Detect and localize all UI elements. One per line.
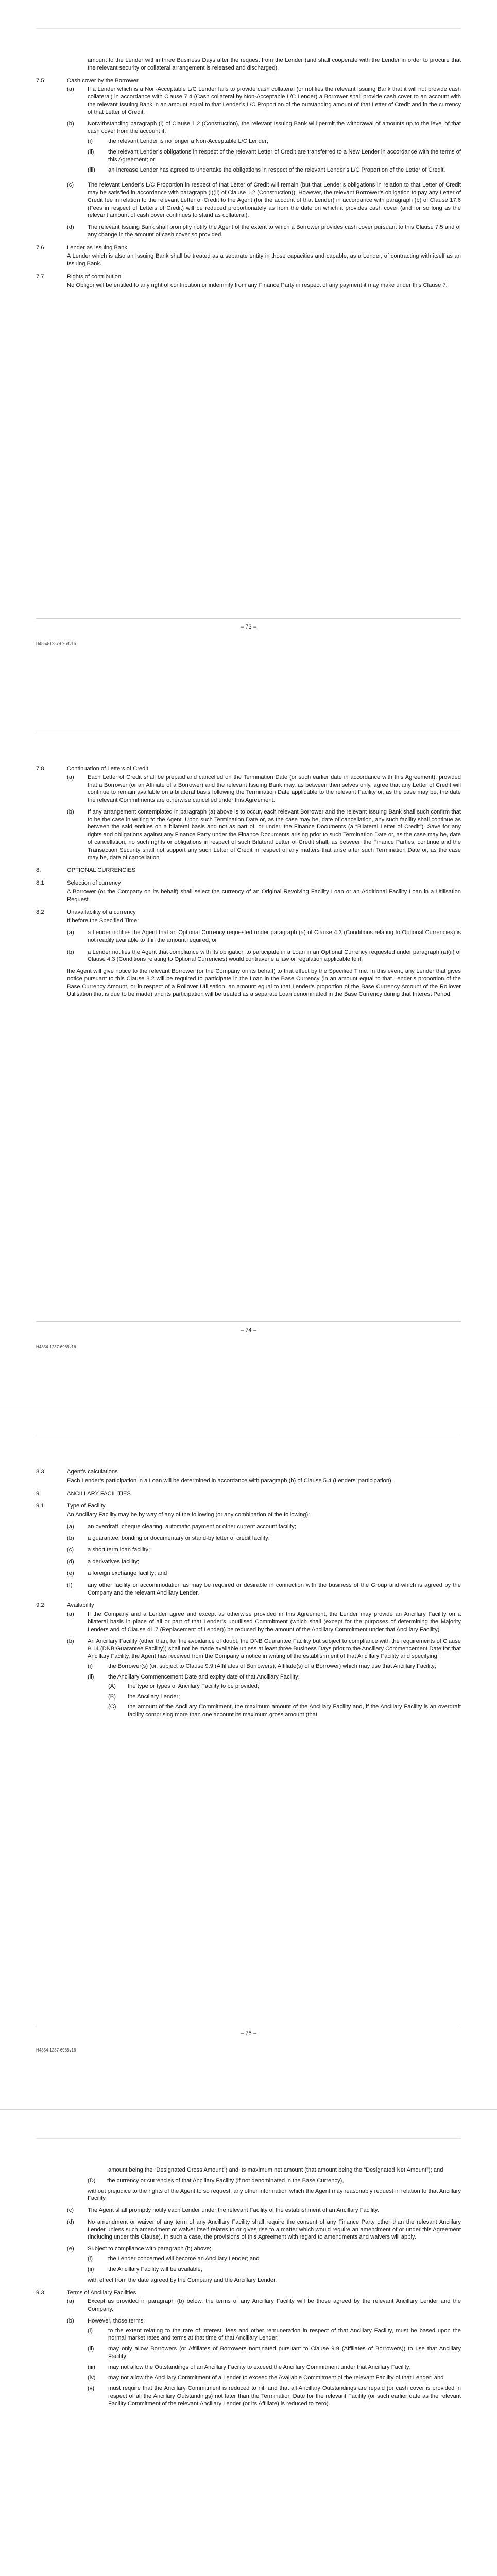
clause-text: Each Lender’s participation in a Loan will be determined in accordance with paragraph (b) of Clause 5.4 (Lenders’ participation).	[67, 1477, 393, 1484]
sub-item: (ii) may only allow Borrowers (or Affiliates of Borrowers nominated pursuant to Clause 9.9 (Affiliates of Borrowers)) to use that Ancillary Facility;	[88, 2346, 461, 2360]
sub-item: (iv) may not allow the Ancillary Commitment of a Lender to exceed the Available Commitment of the relevant Facility of that Lender; and	[88, 2374, 461, 2382]
clause-heading	[36, 1468, 461, 1476]
sub-item: (ii) the relevant Lender’s obligations in respect of the relevant Letter of Credit are transferred to a New Lender in accordance with the terms of this Agreement; or	[88, 148, 461, 163]
clause-title: Agent’s calculations	[67, 1469, 118, 1475]
clause-text: A Borrower (or the Company on its behalf) shall select the currency of an Original Revolving Facility Loan or an Additional Facility Loan in a Utilisation Request.	[67, 888, 461, 903]
sub-text: an Increase Lender has agreed to undertake the obligations in respect of the relevant Lender’s L/C Proportion of the Letter of Credit.	[108, 167, 445, 174]
header-rule	[36, 2138, 461, 2139]
clause-number: 7.7	[36, 273, 44, 280]
sub-item: (iii) may not allow the Outstandings of an Ancillary Facility to exceed the Ancillary Commitment under that Ancillary Facility;	[88, 2364, 461, 2371]
clause-text: a derivatives facility;	[88, 1558, 140, 1565]
sub-text: the Lender concerned will become an Ancillary Lender; and	[108, 2256, 260, 2262]
sub-item: (i) the relevant Lender is no longer a Non-Acceptable L/C Lender;	[88, 138, 461, 145]
sub-sub-item: (C) the amount of the Ancillary Commitment, the maximum amount of the Ancillary Facility and, if the Ancillary Facility is an overdraft facility comprising more than one account its maximum gross amount (that	[108, 1703, 461, 1718]
document-reference: H4854-1237-6968v16	[36, 1345, 76, 1349]
item-label: (b)	[67, 1535, 74, 1541]
sub-text: to the extent relating to the rate of interest, fees and other remuneration in respect of that Ancillary Facility, must be based upon the normal market rates and terms at that time of that Ancillary Lender;	[108, 2327, 461, 2342]
sub-item: (i) to the extent relating to the rate of interest, fees and other remuneration in respect of that Ancillary Facility, must be based upon the normal market rates and terms at that time of that Ancillary Lender;	[88, 2327, 461, 2342]
clause-text: Subject to compliance with paragraph (b) above;	[88, 2246, 212, 2252]
item-label: (c)	[67, 1547, 74, 1553]
page-74	[0, 703, 497, 1406]
item-label: (e)	[67, 1570, 74, 1577]
clause-item: (a) Each Letter of Credit shall be prepaid and cancelled on the Termination Date (or such earlier date in accordance with this Agreement), provided that a Borrower (or an Affiliate of a Borrower) and the relevant Issuing Bank may, as between themselves only, agree that any Letter of Credit will continue to remain available on a bilateral basis following the Termination Date applicable to the relevant Facility or, as the case may be, the date the relevant Commitments are otherwise cancelled under this Agreement.	[67, 774, 461, 804]
page-content	[36, 57, 461, 294]
clause-item	[67, 1570, 461, 1578]
clause-number: 7.5	[36, 77, 44, 84]
carryover-paragraph: amount being the “Designated Gross Amount”) and its maximum net amount (that amount being the “Designated Net Amount”); and	[108, 2167, 443, 2173]
page-number: – 74 –	[241, 1327, 256, 1333]
clause-item: (b) However, those terms: (i) to the extent relating to the rate of interest, fees and other remuneration in respect of that Ancillary Facility, must be based upon the normal market rates and terms at that time of that Ancillary Lender; (ii) may only allow Borrowers (or Affiliates of Borrowers nominated pursuant to Clause 9.9 (Affiliates of Borrowers)) to use that Ancillary Facility; (iii) may not allow the Outstandings of an Ancillary Facility to exceed the Ancillary Commitment under that Ancillary Facility; (iv) may not allow the Ancillary Commitment of a Lender to exceed the Available Commitment of the relevant Facility of that Lender; and (v) must require that the Ancillary Commitment is reduced to nil, and that all Ancillary Outstandings are repaid (or cash cover is provided in respect of all the Ancillary Outstandings) not later than the Termination Date for the relevant Facility (or such earlier date as the relevant Facility Commitment of the relevant Ancillary Lender (or its Affiliate) is reduced to zero).	[67, 2317, 461, 2407]
page-footer	[36, 1321, 461, 1349]
clause-text: a foreign exchange facility; and	[88, 1570, 167, 1577]
clause-title: ANCILLARY FACILITIES	[67, 1490, 131, 1497]
clause-title: Cash cover by the Borrower	[67, 77, 139, 84]
clause-text: The relevant Issuing Bank shall promptly notify the Agent of the extent to which a Borrower provides cash cover pursuant to this Clause 7.5 and of any change in the amount of cash cover so provided.	[88, 224, 461, 238]
clause-item: (b) Notwithstanding paragraph (i) of Clause 1.2 (Construction), the relevant Issuing Bank will permit the withdrawal of amounts up to the level of that cash cover from the account if: (i) the relevant Lender is no longer a Non-Acceptable L/C Lender; (ii) the relevant Lender’s obligations in respect of the relevant Letter of Credit are transferred to a New Lender in accordance with the terms of this Agreement; or (iii) an Increase Lender has agreed to undertake the obligations in respect of the relevant Lender’s L/C Proportion of the Letter of Credit.	[67, 121, 461, 174]
clause-item	[67, 1558, 461, 1566]
clause-text: a guarantee, bonding or documentary or stand-by letter of credit facility;	[88, 1535, 270, 1541]
sub-text: may not allow the Ancillary Commitment of a Lender to exceed the Available Commitment of the relevant Facility of that Lender; and	[108, 2375, 444, 2381]
clause-text: the Agent will give notice to the relevant Borrower (or the Company on its behalf) to that effect by the Specified Time. In this event, any Lender that gives notice pursuant to this Clause 8.2 will be required to participate in the Loan in the Base Currency (in an amount equal to that Lender’s proportion of the Base Currency Amount, or in respect of a Rollover Utilisation, an amount equal to that Lender’s proportion of the Base Currency Amount of the Rollover Utilisation that is due to be made) and its participation will be treated as a separate Loan denominated in the Base Currency during that Interest Period.	[67, 968, 461, 997]
clause-item: (c) The relevant Lender’s L/C Proportion in respect of that Letter of Credit will remain (but that Lender’s obligations in relation to that Letter of Credit may be satisfied in accordance with paragraph (i)(ii) of Clause 1.2 (Construction)). However, the relevant Borrower’s obligation to pay any Letter of Credit fee in relation to the relevant Letter of Credit to the Agent (for the account of that Lender) in accordance with paragraph (b) of Clause 17.6 (Fees in respect of Letters of Credit) will be reduced proportionately as from the date on which it provides cash cover (and for so long as the relevant amount of cash cover continues to stand as collateral).	[67, 182, 461, 219]
clause-item: (b) If any arrangement contemplated in paragraph (a) above is to occur, each relevant Borrower and the relevant Issuing Bank shall such confirm that to be the case in writing to the Agent. Upon such Termination Date or, as the case may be, date of cancellation, any such facility shall continue as between the said entities on a bilateral basis and not as part of, or under, the Finance Documents (a “Bilateral Letter of Credit”). Save for any rights and obligations against any Finance Party under the Finance Documents arising prior to such Termination Date or, as the case may be, date of cancellation, no such rights or obligations in respect of such Bilateral Letter of Credit shall, as between the Finance Parties, continue and the Transaction Security shall not support any such Letter of Credit in respect of any matters that arise after such Termination Date or, as the case may be, date of cancellation.	[67, 808, 461, 861]
clause-number: 7.6	[36, 244, 44, 251]
clause-heading	[36, 1490, 461, 1498]
sub-text: must require that the Ancillary Commitment is reduced to nil, and that all Ancillary Outstandings are repaid (or cash cover is provided in respect of all the Ancillary Outstandings) not later than the Termination Date for the relevant Facility (or such earlier date as the relevant Facility Commitment of the relevant Ancillary Lender (or its Affiliate) is reduced to zero).	[108, 2385, 461, 2407]
clause-title: Continuation of Letters of Credit	[67, 766, 148, 772]
sub-item: (i) the Lender concerned will become an Ancillary Lender; and	[88, 2255, 461, 2263]
clause-text: If the Company and a Lender agree and except as otherwise provided in this Agreement, the Lender may provide an Ancillary Facility on a bilateral basis in place of all or part of that Lender’s unutilised Commitment (which shall (except for the purposes of determining the Majority Lenders and of Clause 41.7 (Replacement of Lender)) be reduced by the amount of the Ancillary Commitment under that Ancillary Facility).	[88, 1611, 461, 1633]
clause-item: (e) Subject to compliance with paragraph (b) above; (i) the Lender concerned will become an Ancillary Lender; and (ii) the Ancillary Facility will be available, with effect from the date agreed by the Company and the Ancillary Lender.	[67, 2245, 461, 2284]
carryover-paragraph: amount to the Lender within three Business Days after the request from the Lender (and shall cooperate with the Lender in order to procure that the relevant security or collateral arrangement is released and discharged).	[88, 57, 461, 71]
sub-text: the Ancillary Facility will be available,	[108, 2266, 202, 2273]
sub-text: may only allow Borrowers (or Affiliates of Borrowers nominated pursuant to Clause 9.9 (Affiliates of Borrowers)) to use that Ancillary Facility;	[108, 2346, 461, 2360]
sub-sub-text: the type or types of Ancillary Facility to be provided;	[128, 1683, 259, 1690]
item-label: (f)	[67, 1582, 73, 1588]
item-label: (d)	[67, 1558, 74, 1565]
clause-text: However, those terms:	[88, 2317, 145, 2324]
clause-heading	[36, 867, 461, 874]
clause-title: Terms of Ancillary Facilities	[67, 2290, 136, 2296]
clause-item: (d) No amendment or waiver of any term of any Ancillary Facility shall require the consent of any Finance Party other than the relevant Ancillary Lender unless such amendment or waiver itself relates to or gives rise to a matter which would require an amendment of or under this Agreement (including under this Clause). In such a case, the provisions of this Agreement with regard to amendments and waivers will apply.	[67, 2218, 461, 2241]
clause-number: 8.2	[36, 909, 44, 916]
header-rule	[36, 28, 461, 29]
clause-text: No Obligor will be entitled to any right of contribution or indemnity from any Finance Party in respect of any payment it may make under this Clause 7.	[67, 282, 448, 289]
clause-title: OPTIONAL CURRENCIES	[67, 867, 136, 874]
clause-number: 9.3	[36, 2290, 44, 2296]
page-75	[0, 1406, 497, 2110]
sub-text: the Ancillary Commencement Date and expiry date of that Ancillary Facility;	[108, 1673, 300, 1680]
page-content	[36, 2166, 461, 2415]
page-number: – 75 –	[241, 2030, 256, 2037]
sub-sub-item: (D) the currency or currencies of that Ancillary Facility (if not denominated in the Base Currency),	[88, 2177, 461, 2185]
page-73	[0, 0, 497, 703]
sub-sub-text: the currency or currencies of that Ancillary Facility (if not denominated in the Base Currency),	[107, 2177, 344, 2184]
sub-sub-text: the Ancillary Lender;	[128, 1693, 180, 1700]
page-footer	[36, 2025, 461, 2053]
sub-item: (i) the Borrower(s) (or, subject to Clause 9.9 (Affiliates of Borrowers), Affiliate(s) of a Borrower) which may use that Ancillary Facility;	[88, 1663, 461, 1670]
clause-text: with effect from the date agreed by the Company and the Ancillary Lender.	[88, 2277, 277, 2283]
item-label: (a)	[67, 1523, 74, 1530]
clause-item: (a) If the Company and a Lender agree and except as otherwise provided in this Agreement, the Lender may provide an Ancillary Facility on a bilateral basis in place of all or part of that Lender’s unutilised Commitment (which shall (except for the purposes of determining the Majority Lenders and of Clause 41.7 (Replacement of Lender)) be reduced by the amount of the Ancillary Commitment under that Ancillary Facility).	[67, 1611, 461, 1633]
sub-text: the Borrower(s) (or, subject to Clause 9.9 (Affiliates of Borrowers), Affiliate(s) of a Borrower) which may use that Ancillary Facility;	[108, 1663, 436, 1669]
clause-text: An Ancillary Facility (other than, for the avoidance of doubt, the DNB Guarantee Facility but subject to compliance with the requirements of Clause 9.14 (DNB Guarantee Facility)) shall not be made available unless at least three Business Days prior to the Ancillary Commencement Date for that Ancillary Facility, the Agent has received from the Company a notice in writing of the establishment of that Ancillary Facility and specifying:	[88, 1638, 461, 1660]
sub-text: may not allow the Outstandings of an Ancillary Facility to exceed the Ancillary Commitment under that Ancillary Facility;	[108, 2364, 411, 2370]
clause-number: 9.	[36, 1490, 41, 1497]
sub-text: the relevant Lender’s obligations in respect of the relevant Letter of Credit are transferred to a New Lender in accordance with the terms of this Agreement; or	[108, 148, 461, 163]
sub-item: (iii) an Increase Lender has agreed to undertake the obligations in respect of the relevant Lender’s L/C Proportion of the Letter of Credit.	[88, 166, 461, 174]
clause-text: A Lender which is also an Issuing Bank shall be treated as a separate entity in those capacities and capable, as a Lender, of contracting with itself as an Issuing Bank.	[67, 253, 461, 267]
clause-number: 8.	[36, 867, 41, 874]
page-76	[0, 2110, 497, 2576]
sub-sub-text: the amount of the Ancillary Commitment, the maximum amount of the Ancillary Facility and, if the Ancillary Facility is an overdraft facility comprising more than one account its maximum gross amount (that	[128, 1703, 461, 1718]
clause-heading	[36, 1502, 461, 1510]
clause-text: Except as provided in paragraph (b) below, the terms of any Ancillary Facility will be those agreed by the relevant Ancillary Lender and the Company.	[88, 2298, 461, 2312]
clause-heading	[36, 244, 461, 252]
clause-item: (d) The relevant Issuing Bank shall promptly notify the Agent of the extent to which a Borrower provides cash cover pursuant to this Clause 7.5 and of any change in the amount of cash cover so provided.	[67, 224, 461, 238]
clause-item	[67, 1582, 461, 1597]
clause-text: any other facility or accommodation as may be required or desirable in connection with the business of the Group and which is agreed by the Company and the relevant Ancillary Lender.	[88, 1582, 461, 1596]
clause-title: Selection of currency	[67, 880, 121, 887]
clause-item	[67, 1535, 461, 1543]
clause-heading	[36, 273, 461, 281]
clause-item: (a) If a Lender which is a Non-Acceptable L/C Lender fails to provide cash collateral (or notifies the relevant Issuing Bank that it will not provide cash collateral) in accordance with Clause 7.4 (Cash collateral by Non-Acceptable L/C Lender) a Borrower shall provide cash cover to an account with the relevant Issuing Bank in an amount equal to that Lender’s L/C Proportion of the outstanding amount of that Letter of Credit and in the currency of that Letter of Credit.	[67, 86, 461, 115]
clause-text: The relevant Lender’s L/C Proportion in respect of that Letter of Credit will remain (but that Lender’s obligations in relation to that Letter of Credit may be satisfied in accordance with paragraph (i)(ii) of Clause 1.2 (Construction)). However, the relevant Borrower’s obligation to pay any Letter of Credit fee in relation to the relevant Letter of Credit to the Agent (for the account of that Lender) in accordance with paragraph (b) of Clause 17.6 (Fees in respect of Letters of Credit) will be reduced proportionately as from the date on which it provides cash cover (and for so long as the relevant amount of cash cover continues to stand as collateral).	[88, 182, 461, 219]
sub-item: (ii) the Ancillary Facility will be available,	[88, 2266, 461, 2274]
clause-title: Availability	[67, 1602, 94, 1609]
clause-number: 8.3	[36, 1469, 44, 1475]
clause-title: Rights of contribution	[67, 273, 122, 280]
sub-sub-item: (B) the Ancillary Lender;	[108, 1693, 461, 1701]
clause-title: Lender as Issuing Bank	[67, 244, 127, 251]
clause-text: Each Letter of Credit shall be prepaid and cancelled on the Termination Date (or such earlier date in accordance with this Agreement), provided that a Borrower (or an Affiliate of a Borrower) and the relevant Issuing Bank may, as between themselves only, agree that any Letter of Credit will continue to remain available on a bilateral basis following the Termination Date applicable to the relevant Facility or, as the case may be, the date the relevant Commitments are otherwise cancelled under this Agreement.	[88, 774, 461, 804]
clause-heading	[36, 909, 461, 917]
clause-text: a Lender notifies the Agent that compliance with its obligation to participate in a Loan in an Optional Currency requested under paragraph (a)(ii) of Clause 4.3 (Conditions relating to Optional Currencies) would contravene a law or regulation applicable to it,	[88, 948, 461, 963]
clause-text: The Agent shall promptly notify each Lender under the relevant Facility of the establishment of an Ancillary Facility.	[88, 2207, 379, 2214]
sub-sub-item: (A) the type or types of Ancillary Facility to be provided;	[108, 1683, 461, 1690]
clause-item	[67, 1523, 461, 1531]
page-content	[36, 760, 461, 1002]
clause-heading	[36, 1602, 461, 1609]
clause-item: (a) a Lender notifies the Agent that an Optional Currency requested under paragraph (a) of Clause 4.3 (Conditions relating to Optional Currencies) is not readily available to it in the amount required; or	[67, 929, 461, 943]
clause-heading	[36, 2289, 461, 2297]
document-reference: H4854-1237-6968v16	[36, 2048, 76, 2053]
clause-text: No amendment or waiver of any term of any Ancillary Facility shall require the consent of any Finance Party other than the relevant Ancillary Lender unless such amendment or waiver itself relates to or gives rise to a matter which would require an amendment of or under this Agreement (including under this Clause). In such a case, the provisions of this Agreement with regard to amendments and waivers will apply.	[88, 2218, 461, 2241]
clause-number: 8.1	[36, 880, 44, 887]
clause-item: (c) The Agent shall promptly notify each Lender under the relevant Facility of the establishment of an Ancillary Facility.	[67, 2207, 461, 2214]
clause-number: 9.2	[36, 1602, 44, 1609]
clause-text: Notwithstanding paragraph (i) of Clause 1.2 (Construction), the relevant Issuing Bank will permit the withdrawal of amounts up to the level of that cash cover from the account if:	[88, 121, 461, 135]
clause-number: 9.1	[36, 1503, 44, 1510]
clause-text: without prejudice to the rights of the Agent to so request, any other information which the Agent may reasonably request in relation to that Ancillary Facility.	[88, 2188, 461, 2202]
clause-text: If a Lender which is a Non-Acceptable L/C Lender fails to provide cash collateral (or notifies the relevant Issuing Bank that it will not provide cash collateral) in accordance with Clause 7.4 (Cash collateral by Non-Acceptable L/C Lender) a Borrower shall provide cash cover to an account with the relevant Issuing Bank in an amount equal to that Lender’s L/C Proportion of the outstanding amount of that Letter of Credit and in the currency of that Letter of Credit.	[88, 86, 461, 115]
sub-item: (v) must require that the Ancillary Commitment is reduced to nil, and that all Ancillary Outstandings are repaid (or cash cover is provided in respect of all the Ancillary Outstandings) not later than the Termination Date for the relevant Facility (or such earlier date as the relevant Facility Commitment of the relevant Ancillary Lender (or its Affiliate) is reduced to zero).	[88, 2385, 461, 2407]
page-number: – 73 –	[241, 624, 256, 630]
clause-heading	[36, 765, 461, 773]
clause-title: Unavailability of a currency	[67, 909, 136, 916]
clause-item	[67, 1546, 461, 1554]
clause-text: If before the Specified Time:	[67, 918, 139, 924]
clause-text: An Ancillary Facility may be by way of any of the following (or any combination of the following):	[67, 1512, 310, 1518]
clause-text: an overdraft, cheque clearing, automatic payment or other current account facility;	[88, 1523, 296, 1530]
page-content	[36, 1463, 461, 1728]
facility-type-list	[36, 1523, 461, 1597]
clause-text: a Lender notifies the Agent that an Optional Currency requested under paragraph (a) of Clause 4.3 (Conditions relating to Optional Currencies) is not readily available to it in the amount required; or	[88, 929, 461, 943]
clause-heading	[36, 879, 461, 887]
sub-item: (ii) the Ancillary Commencement Date and expiry date of that Ancillary Facility; (A) the type or types of Ancillary Facility to be provided; (B) the Ancillary Lender; (C) the amount of the Ancillary Commitment, the maximum amount of the Ancillary Facility and, if the Ancillary Facility is an overdraft facility comprising more than one account its maximum gross amount (that	[88, 1673, 461, 1718]
document-reference: H4854-1237-6968v16	[36, 641, 76, 646]
clause-heading	[36, 77, 461, 85]
clause-title: Type of Facility	[67, 1503, 106, 1510]
clause-text: If any arrangement contemplated in paragraph (a) above is to occur, each relevant Borrower and the relevant Issuing Bank shall such confirm that to be the case in writing to the Agent. Upon such Termination Date or, as the case may be, date of cancellation, any such facility shall continue as between the said entities on a bilateral basis and not as part of, or under, the Finance Documents (a “Bilateral Letter of Credit”). Save for any rights and obligations against any Finance Party under the Finance Documents arising prior to such Termination Date or, as the case may be, date of cancellation, no such rights or obligations in respect of such Bilateral Letter of Credit shall, as between the Finance Parties, continue and the Transaction Security shall not support any such Letter of Credit in respect of any matters that arise after such Termination Date or, as the case may be, date of cancellation.	[88, 808, 461, 861]
clause-item: (b) An Ancillary Facility (other than, for the avoidance of doubt, the DNB Guarantee Facility but subject to compliance with the requirements of Clause 9.14 (DNB Guarantee Facility)) shall not be made available unless at least three Business Days prior to the Ancillary Commencement Date for that Ancillary Facility, the Agent has received from the Company a notice in writing of the establishment of that Ancillary Facility and specifying: (i) the Borrower(s) (or, subject to Clause 9.9 (Affiliates of Borrowers), Affiliate(s) of a Borrower) which may use that Ancillary Facility; (ii) the Ancillary Commencement Date and expiry date of that Ancillary Facility; (A) the type or types of Ancillary Facility to be provided; (B) the Ancillary Lender; (C) the amount of the Ancillary Commitment, the maximum amount of the Ancillary Facility and, if the Ancillary Facility is an overdraft facility comprising more than one account its maximum gross amount (that	[67, 1638, 461, 1724]
clause-item: (a) Except as provided in paragraph (b) below, the terms of any Ancillary Facility will be those agreed by the relevant Ancillary Lender and the Company.	[67, 2298, 461, 2312]
clause-number: 7.8	[36, 766, 44, 772]
page-footer	[36, 618, 461, 646]
sub-text: the relevant Lender is no longer a Non-Acceptable L/C Lender;	[108, 138, 268, 145]
clause-text: a short term loan facility;	[88, 1547, 150, 1553]
clause-item: (b) a Lender notifies the Agent that compliance with its obligation to participate in a Loan in an Optional Currency requested under paragraph (a)(ii) of Clause 4.3 (Conditions relating to Optional Currencies) would contravene a law or regulation applicable to it,	[67, 948, 461, 963]
